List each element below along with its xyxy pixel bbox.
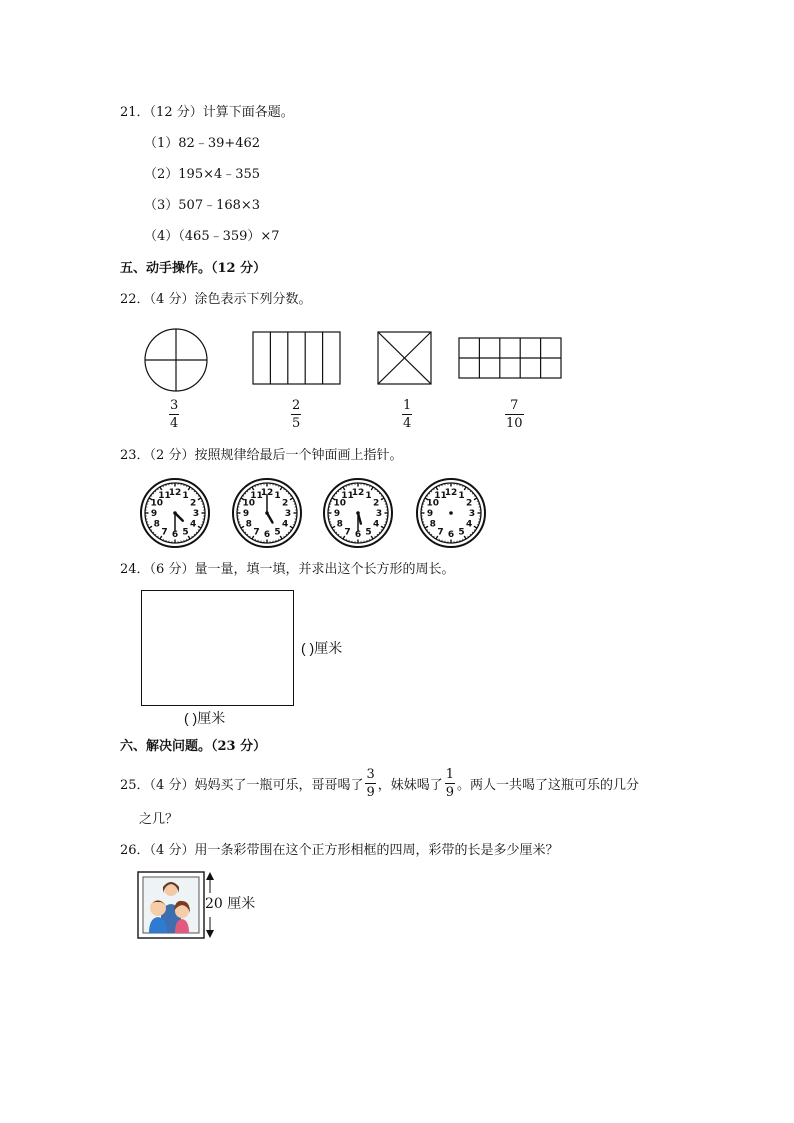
clock-number: 9 bbox=[426, 509, 434, 520]
clock-number: 7 bbox=[437, 527, 444, 538]
clock-number: 3 bbox=[284, 509, 292, 520]
clock-number: 4 bbox=[466, 519, 473, 530]
clock-number: 8 bbox=[336, 519, 343, 530]
clock-number: 4 bbox=[282, 519, 289, 530]
clock-2 bbox=[231, 477, 303, 549]
clock-number: 6 bbox=[447, 530, 455, 541]
clock-number: 8 bbox=[429, 519, 436, 530]
fraction-numerator: 2 bbox=[292, 398, 301, 413]
shape-grid-tenths bbox=[458, 337, 563, 380]
fraction-numerator: 1 bbox=[403, 398, 412, 413]
clock-number: 12 bbox=[444, 488, 458, 499]
q21-item-4: （4）（465﹣359）×7 bbox=[144, 229, 280, 244]
fraction-numerator: 1 bbox=[445, 767, 455, 782]
clock-number: 1 bbox=[274, 491, 281, 502]
clock-number: 1 bbox=[365, 491, 372, 502]
clock-number: 1 bbox=[182, 491, 189, 502]
clock-number: 1 bbox=[458, 491, 465, 502]
q25-line-1 bbox=[120, 767, 640, 801]
q23-title: 23．（2 分）按照规律给最后一个钟面画上指针。 bbox=[120, 448, 403, 463]
fraction-denominator: 9 bbox=[445, 785, 455, 800]
fraction-numerator: 7 bbox=[510, 398, 519, 413]
section-6-heading: 六、解决问题。（23 分） bbox=[120, 739, 267, 754]
clock-number: 2 bbox=[282, 498, 289, 509]
clock-number: 9 bbox=[242, 509, 250, 520]
clock-number: 3 bbox=[468, 509, 476, 520]
fraction-label-3 bbox=[402, 399, 412, 430]
shape-square-diagonals bbox=[377, 331, 433, 386]
clock-number: 2 bbox=[466, 498, 473, 509]
clock-number: 12 bbox=[260, 488, 274, 499]
clock-number: 5 bbox=[458, 527, 465, 538]
clock-number: 11 bbox=[341, 491, 354, 502]
q24-title: 24．（6 分）量一量，填一填，并求出这个长方形的周长。 bbox=[120, 562, 455, 577]
fraction-numerator: 3 bbox=[366, 767, 375, 782]
shape-rect-fifths bbox=[252, 331, 342, 386]
clock-number: 2 bbox=[373, 498, 380, 509]
q25-text-part-1: 25．（4 分）妈妈买了一瓶可乐，哥哥喝了 bbox=[120, 778, 364, 793]
frame-dimension-label: 20 厘米 bbox=[205, 896, 256, 912]
clock-number: 3 bbox=[375, 509, 383, 520]
fraction-denominator: 9 bbox=[366, 785, 375, 800]
clock-number: 8 bbox=[245, 519, 252, 530]
measure-rectangle bbox=[141, 590, 294, 706]
q21-title: 21．（12 分）计算下面各题。 bbox=[120, 105, 294, 120]
clock-number: 11 bbox=[434, 491, 447, 502]
fraction-denominator: 4 bbox=[170, 416, 179, 431]
clock-number: 5 bbox=[182, 527, 189, 538]
q21-item-2: （2）195×4﹣355 bbox=[144, 167, 261, 182]
q26-title: 26．（4 分）用一条彩带围在这个正方形相框的四周，彩带的长是多少厘米？ bbox=[120, 843, 559, 858]
section-5-heading: 五、动手操作。（12 分） bbox=[120, 261, 267, 276]
clock-number: 9 bbox=[150, 509, 158, 520]
clock-number: 2 bbox=[190, 498, 197, 509]
fraction-denominator: 4 bbox=[403, 416, 412, 431]
clock-number: 12 bbox=[168, 488, 182, 499]
fraction-label-1 bbox=[169, 399, 179, 430]
q25-text-part-3: 。两人一共喝了这瓶可乐的几分 bbox=[457, 778, 640, 793]
clock-number: 10 bbox=[150, 498, 164, 509]
clock-number: 10 bbox=[333, 498, 347, 509]
clock-number: 7 bbox=[161, 527, 168, 538]
clock-number: 10 bbox=[426, 498, 440, 509]
clock-number: 11 bbox=[158, 491, 171, 502]
width-answer-blank[interactable]: ( )厘米 bbox=[184, 710, 226, 726]
clock-number: 12 bbox=[351, 488, 365, 499]
fraction-denominator: 5 bbox=[292, 416, 301, 431]
clock-number: 6 bbox=[354, 530, 362, 541]
clock-number: 5 bbox=[274, 527, 281, 538]
fraction-numerator: 3 bbox=[170, 398, 179, 413]
clock-number: 3 bbox=[192, 509, 200, 520]
fraction-denominator: 10 bbox=[506, 416, 523, 431]
clock-number: 9 bbox=[333, 509, 341, 520]
q21-item-1: （1）82﹣39+462 bbox=[144, 136, 261, 151]
clock-number: 5 bbox=[365, 527, 372, 538]
clock-number: 6 bbox=[171, 530, 179, 541]
clock-number: 8 bbox=[153, 519, 160, 530]
clock-number: 11 bbox=[250, 491, 263, 502]
fraction-label-4 bbox=[505, 399, 524, 430]
clock-3 bbox=[322, 477, 394, 549]
shape-circle-quarters bbox=[140, 328, 214, 392]
photo-frame-illustration bbox=[137, 871, 205, 939]
clock-1 bbox=[139, 477, 211, 549]
clock-number: 4 bbox=[190, 519, 197, 530]
height-answer-blank[interactable]: ( )厘米 bbox=[301, 640, 343, 656]
q25-line-2: 之几？ bbox=[139, 812, 179, 827]
clock-4-blank[interactable] bbox=[415, 477, 487, 549]
fraction-label-2 bbox=[291, 399, 301, 430]
clock-number: 7 bbox=[344, 527, 351, 538]
clock-number: 10 bbox=[242, 498, 256, 509]
q21-item-3: （3）507﹣168×3 bbox=[144, 198, 261, 213]
q25-fraction-brother bbox=[365, 768, 375, 799]
q25-text-part-2: ，妹妹喝了 bbox=[377, 778, 443, 793]
clock-number: 6 bbox=[263, 530, 271, 541]
clock-number: 7 bbox=[253, 527, 260, 538]
q25-fraction-sister bbox=[445, 768, 455, 799]
clock-number: 4 bbox=[373, 519, 380, 530]
q22-title: 22．（4 分）涂色表示下列分数。 bbox=[120, 292, 312, 307]
